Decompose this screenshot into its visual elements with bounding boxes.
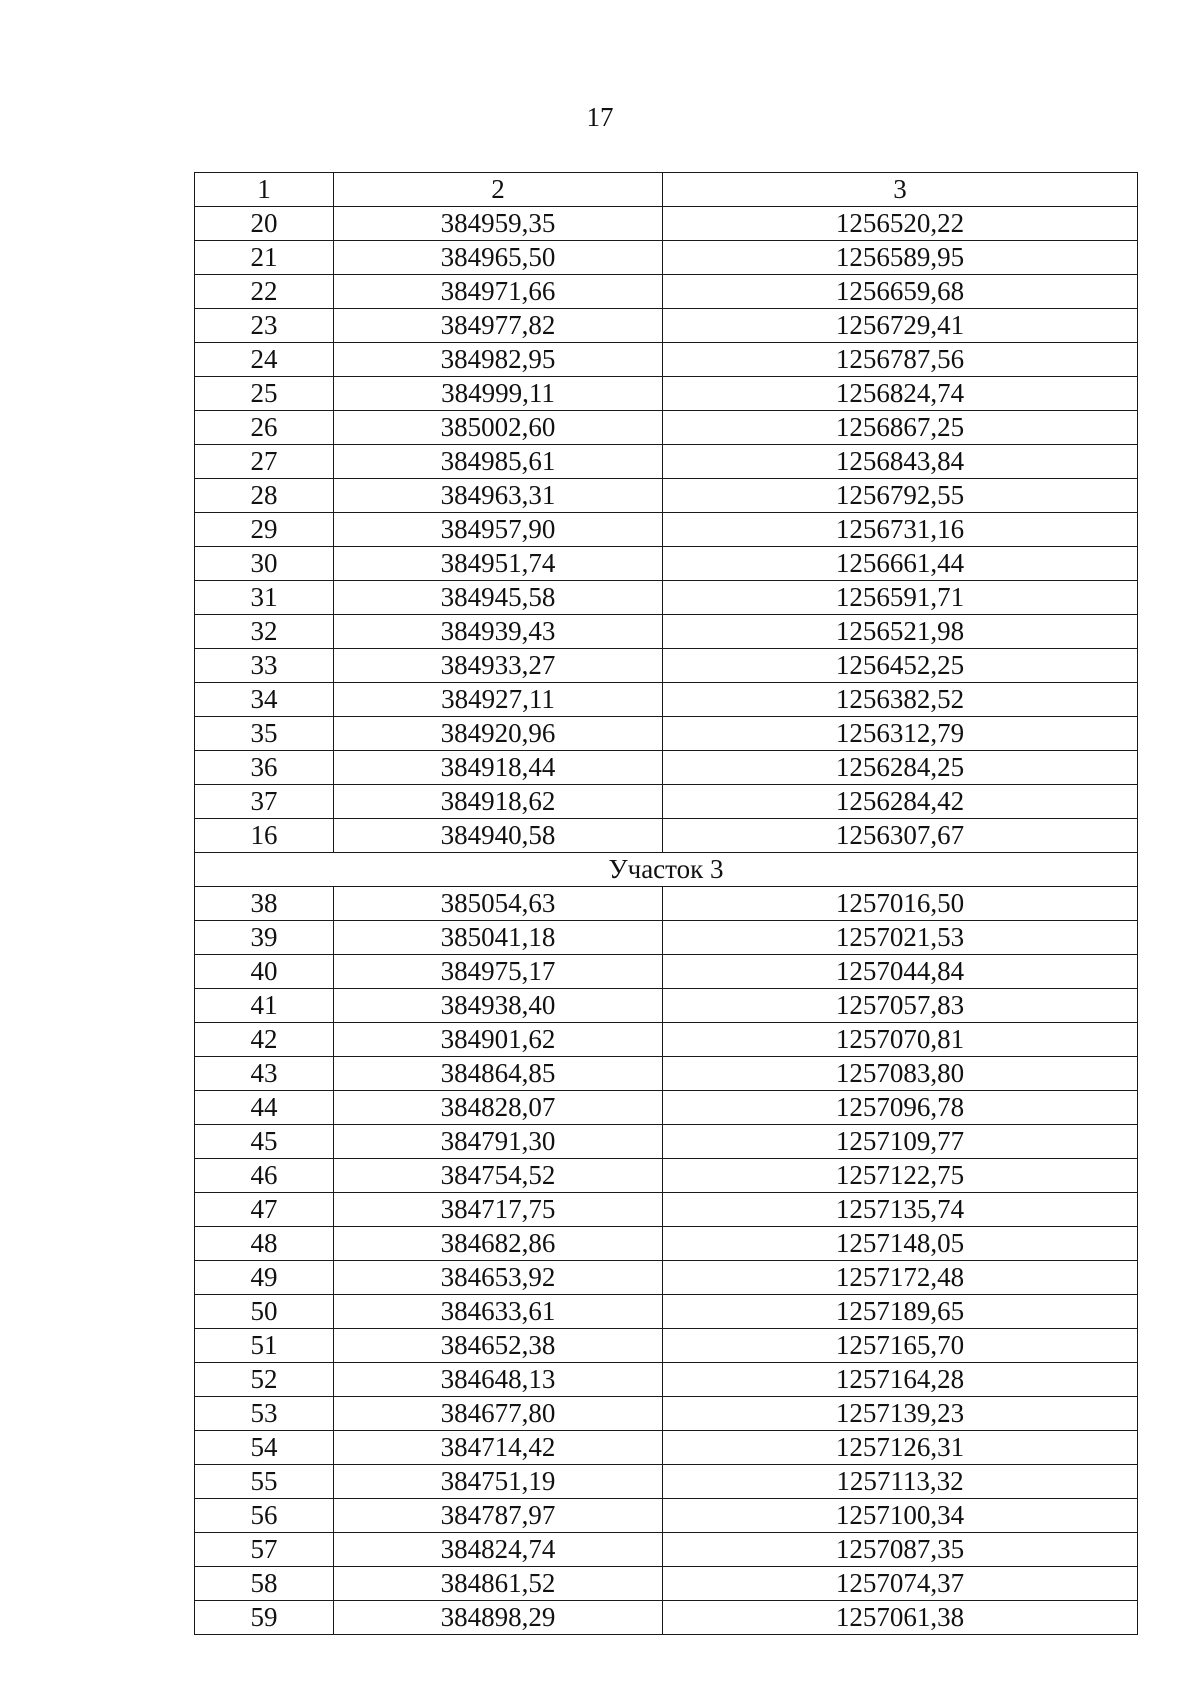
header-cell-y: 3	[663, 173, 1138, 207]
table-body	[195, 173, 1138, 1635]
table-header-row	[195, 173, 1138, 207]
table-row	[195, 275, 1138, 309]
table-row	[195, 241, 1138, 275]
point-number-cell: 49	[195, 1261, 334, 1295]
point-number-cell: 38	[195, 887, 334, 921]
table-row	[195, 819, 1138, 853]
x-coordinate-cell: 384999,11	[334, 377, 663, 411]
table-row	[195, 1057, 1138, 1091]
point-number-cell: 23	[195, 309, 334, 343]
x-coordinate-cell: 385041,18	[334, 921, 663, 955]
point-number-cell: 42	[195, 1023, 334, 1057]
table-row	[195, 1295, 1138, 1329]
x-coordinate-cell: 384714,42	[334, 1431, 663, 1465]
point-number-cell: 57	[195, 1533, 334, 1567]
x-coordinate-cell: 384918,44	[334, 751, 663, 785]
point-number-cell: 45	[195, 1125, 334, 1159]
table-row	[195, 1227, 1138, 1261]
y-coordinate-cell: 1257021,53	[663, 921, 1138, 955]
table-row	[195, 445, 1138, 479]
x-coordinate-cell: 384982,95	[334, 343, 663, 377]
y-coordinate-cell: 1256307,67	[663, 819, 1138, 853]
x-coordinate-cell: 384975,17	[334, 955, 663, 989]
y-coordinate-cell: 1256520,22	[663, 207, 1138, 241]
point-number-cell: 20	[195, 207, 334, 241]
table-row	[195, 887, 1138, 921]
x-coordinate-cell: 384864,85	[334, 1057, 663, 1091]
table-row	[195, 649, 1138, 683]
point-number-cell: 41	[195, 989, 334, 1023]
table-row	[195, 717, 1138, 751]
x-coordinate-cell: 384985,61	[334, 445, 663, 479]
point-number-cell: 43	[195, 1057, 334, 1091]
coordinates-table	[194, 172, 1138, 1635]
point-number-cell: 33	[195, 649, 334, 683]
x-coordinate-cell: 384963,31	[334, 479, 663, 513]
x-coordinate-cell: 384898,29	[334, 1601, 663, 1635]
x-coordinate-cell: 384927,11	[334, 683, 663, 717]
point-number-cell: 40	[195, 955, 334, 989]
point-number-cell: 39	[195, 921, 334, 955]
y-coordinate-cell: 1257096,78	[663, 1091, 1138, 1125]
table-row	[195, 1159, 1138, 1193]
point-number-cell: 56	[195, 1499, 334, 1533]
point-number-cell: 30	[195, 547, 334, 581]
table-row	[195, 513, 1138, 547]
table-row	[195, 309, 1138, 343]
y-coordinate-cell: 1256787,56	[663, 343, 1138, 377]
table-row	[195, 1533, 1138, 1567]
x-coordinate-cell: 384751,19	[334, 1465, 663, 1499]
table-row	[195, 751, 1138, 785]
x-coordinate-cell: 384920,96	[334, 717, 663, 751]
point-number-cell: 51	[195, 1329, 334, 1363]
y-coordinate-cell: 1257083,80	[663, 1057, 1138, 1091]
x-coordinate-cell: 384648,13	[334, 1363, 663, 1397]
x-coordinate-cell: 384939,43	[334, 615, 663, 649]
point-number-cell: 26	[195, 411, 334, 445]
point-number-cell: 31	[195, 581, 334, 615]
x-coordinate-cell: 384959,35	[334, 207, 663, 241]
y-coordinate-cell: 1257172,48	[663, 1261, 1138, 1295]
y-coordinate-cell: 1257070,81	[663, 1023, 1138, 1057]
y-coordinate-cell: 1257100,34	[663, 1499, 1138, 1533]
y-coordinate-cell: 1257109,77	[663, 1125, 1138, 1159]
x-coordinate-cell: 384717,75	[334, 1193, 663, 1227]
y-coordinate-cell: 1257135,74	[663, 1193, 1138, 1227]
table-row	[195, 1601, 1138, 1635]
page-number: 17	[586, 102, 614, 132]
y-coordinate-cell: 1256824,74	[663, 377, 1138, 411]
point-number-cell: 44	[195, 1091, 334, 1125]
point-number-cell: 25	[195, 377, 334, 411]
table-row	[195, 1499, 1138, 1533]
table-row	[195, 1363, 1138, 1397]
x-coordinate-cell: 384828,07	[334, 1091, 663, 1125]
point-number-cell: 34	[195, 683, 334, 717]
y-coordinate-cell: 1257148,05	[663, 1227, 1138, 1261]
y-coordinate-cell: 1257139,23	[663, 1397, 1138, 1431]
point-number-cell: 54	[195, 1431, 334, 1465]
y-coordinate-cell: 1257061,38	[663, 1601, 1138, 1635]
point-number-cell: 37	[195, 785, 334, 819]
y-coordinate-cell: 1256792,55	[663, 479, 1138, 513]
y-coordinate-cell: 1257189,65	[663, 1295, 1138, 1329]
x-coordinate-cell: 384977,82	[334, 309, 663, 343]
y-coordinate-cell: 1256452,25	[663, 649, 1138, 683]
y-coordinate-cell: 1257113,32	[663, 1465, 1138, 1499]
x-coordinate-cell: 384677,80	[334, 1397, 663, 1431]
x-coordinate-cell: 384965,50	[334, 241, 663, 275]
y-coordinate-cell: 1256521,98	[663, 615, 1138, 649]
point-number-cell: 55	[195, 1465, 334, 1499]
point-number-cell: 16	[195, 819, 334, 853]
x-coordinate-cell: 384918,62	[334, 785, 663, 819]
point-number-cell: 27	[195, 445, 334, 479]
point-number-cell: 53	[195, 1397, 334, 1431]
table-row	[195, 921, 1138, 955]
point-number-cell: 36	[195, 751, 334, 785]
x-coordinate-cell: 384787,97	[334, 1499, 663, 1533]
table-row	[195, 479, 1138, 513]
y-coordinate-cell: 1257164,28	[663, 1363, 1138, 1397]
y-coordinate-cell: 1256284,25	[663, 751, 1138, 785]
y-coordinate-cell: 1257057,83	[663, 989, 1138, 1023]
y-coordinate-cell: 1256312,79	[663, 717, 1138, 751]
point-number-cell: 52	[195, 1363, 334, 1397]
section-title: Участок 3	[195, 853, 1138, 887]
table-row	[195, 343, 1138, 377]
x-coordinate-cell: 384951,74	[334, 547, 663, 581]
table-row	[195, 1261, 1138, 1295]
point-number-cell: 58	[195, 1567, 334, 1601]
y-coordinate-cell: 1256867,25	[663, 411, 1138, 445]
point-number-cell: 48	[195, 1227, 334, 1261]
x-coordinate-cell: 384933,27	[334, 649, 663, 683]
y-coordinate-cell: 1257165,70	[663, 1329, 1138, 1363]
point-number-cell: 24	[195, 343, 334, 377]
table-row	[195, 989, 1138, 1023]
x-coordinate-cell: 384940,58	[334, 819, 663, 853]
y-coordinate-cell: 1257074,37	[663, 1567, 1138, 1601]
table-row	[195, 1125, 1138, 1159]
x-coordinate-cell: 384945,58	[334, 581, 663, 615]
x-coordinate-cell: 384957,90	[334, 513, 663, 547]
x-coordinate-cell: 384938,40	[334, 989, 663, 1023]
point-number-cell: 32	[195, 615, 334, 649]
y-coordinate-cell: 1257126,31	[663, 1431, 1138, 1465]
point-number-cell: 47	[195, 1193, 334, 1227]
header-cell-point: 1	[195, 173, 334, 207]
x-coordinate-cell: 384901,62	[334, 1023, 663, 1057]
y-coordinate-cell: 1256843,84	[663, 445, 1138, 479]
y-coordinate-cell: 1256382,52	[663, 683, 1138, 717]
table-row	[195, 547, 1138, 581]
y-coordinate-cell: 1257016,50	[663, 887, 1138, 921]
table-row	[195, 1023, 1138, 1057]
y-coordinate-cell: 1257044,84	[663, 955, 1138, 989]
table-row	[195, 1091, 1138, 1125]
point-number-cell: 21	[195, 241, 334, 275]
y-coordinate-cell: 1256589,95	[663, 241, 1138, 275]
x-coordinate-cell: 384824,74	[334, 1533, 663, 1567]
table-row	[195, 1465, 1138, 1499]
table-row	[195, 581, 1138, 615]
y-coordinate-cell: 1256284,42	[663, 785, 1138, 819]
x-coordinate-cell: 384791,30	[334, 1125, 663, 1159]
table-row	[195, 207, 1138, 241]
header-cell-x: 2	[334, 173, 663, 207]
y-coordinate-cell: 1256661,44	[663, 547, 1138, 581]
table-row	[195, 785, 1138, 819]
x-coordinate-cell: 384633,61	[334, 1295, 663, 1329]
x-coordinate-cell: 384861,52	[334, 1567, 663, 1601]
y-coordinate-cell: 1257087,35	[663, 1533, 1138, 1567]
table-row	[195, 377, 1138, 411]
point-number-cell: 50	[195, 1295, 334, 1329]
table-row	[195, 1397, 1138, 1431]
point-number-cell: 46	[195, 1159, 334, 1193]
y-coordinate-cell: 1256731,16	[663, 513, 1138, 547]
x-coordinate-cell: 384682,86	[334, 1227, 663, 1261]
section-title-row	[195, 853, 1138, 887]
table-row	[195, 1329, 1138, 1363]
point-number-cell: 29	[195, 513, 334, 547]
table-row	[195, 955, 1138, 989]
y-coordinate-cell: 1257122,75	[663, 1159, 1138, 1193]
table-row	[195, 683, 1138, 717]
table-row	[195, 1193, 1138, 1227]
table-row	[195, 615, 1138, 649]
table-row	[195, 411, 1138, 445]
x-coordinate-cell: 385002,60	[334, 411, 663, 445]
point-number-cell: 35	[195, 717, 334, 751]
x-coordinate-cell: 384653,92	[334, 1261, 663, 1295]
x-coordinate-cell: 385054,63	[334, 887, 663, 921]
x-coordinate-cell: 384652,38	[334, 1329, 663, 1363]
point-number-cell: 22	[195, 275, 334, 309]
table-row	[195, 1567, 1138, 1601]
y-coordinate-cell: 1256591,71	[663, 581, 1138, 615]
point-number-cell: 59	[195, 1601, 334, 1635]
x-coordinate-cell: 384971,66	[334, 275, 663, 309]
table-row	[195, 1431, 1138, 1465]
y-coordinate-cell: 1256659,68	[663, 275, 1138, 309]
point-number-cell: 28	[195, 479, 334, 513]
y-coordinate-cell: 1256729,41	[663, 309, 1138, 343]
x-coordinate-cell: 384754,52	[334, 1159, 663, 1193]
